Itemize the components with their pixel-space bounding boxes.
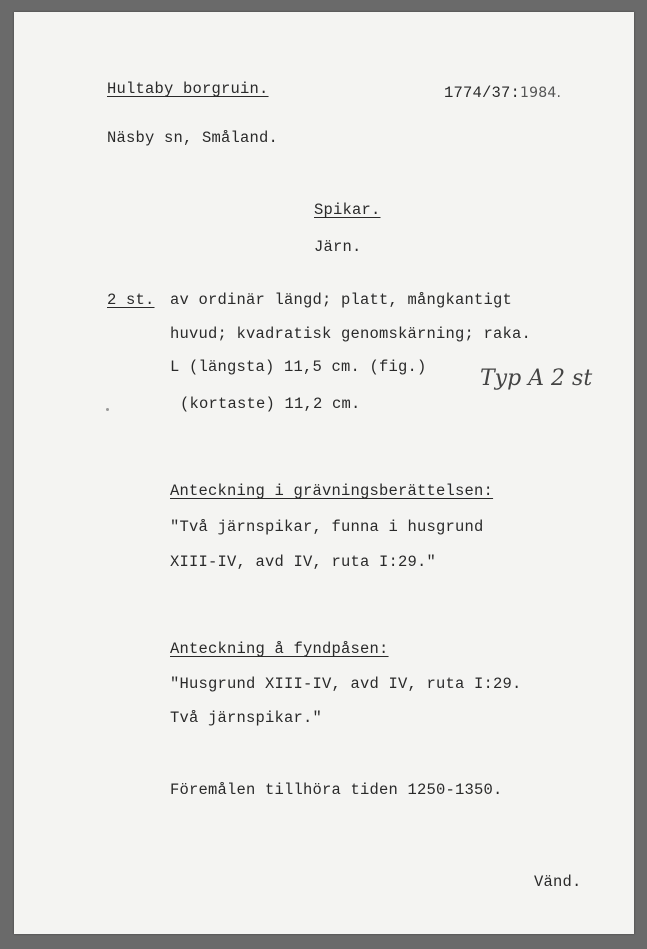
bag-note-heading: Anteckning å fyndpåsen: (170, 640, 389, 658)
turn-over-note: Vänd. (534, 873, 582, 891)
object-title: Spikar. (314, 201, 381, 219)
description-line: L (längsta) 11,5 cm. (fig.) (170, 358, 427, 376)
site-name: Hultaby borgruin. (107, 80, 269, 98)
dating-statement: Föremålen tillhöra tiden 1250-1350. (170, 781, 503, 799)
bag-note-line: Två järnspikar." (170, 709, 323, 727)
bag-note-line: "Husgrund XIII-IV, avd IV, ruta I:29. (170, 675, 522, 693)
description-line: av ordinär längd; platt, mångkantigt (170, 291, 513, 309)
catalog-number-suffix: 1984. (520, 85, 562, 101)
description-line: (kortaste) 11,2 cm. (180, 395, 361, 413)
handwritten-type-note: Typ A 2 st (480, 366, 593, 391)
catalog-number (444, 84, 561, 102)
excavation-note-line: XIII-IV, avd IV, ruta I:29." (170, 553, 437, 571)
catalog-number-main: 1774/37: (444, 84, 521, 102)
description-line: huvud; kvadratisk genomskärning; raka. (170, 325, 532, 343)
item-count (107, 291, 155, 309)
smudge-dot (106, 408, 109, 411)
excavation-note-heading: Anteckning i grävningsberättelsen: (170, 482, 494, 500)
parish: Näsby sn, Småland. (107, 129, 279, 147)
item-count-value: 2 st. (107, 291, 155, 309)
catalog-card (14, 12, 634, 934)
object-material: Järn. (314, 238, 362, 256)
excavation-note-line: "Två järnspikar, funna i husgrund (170, 518, 484, 536)
